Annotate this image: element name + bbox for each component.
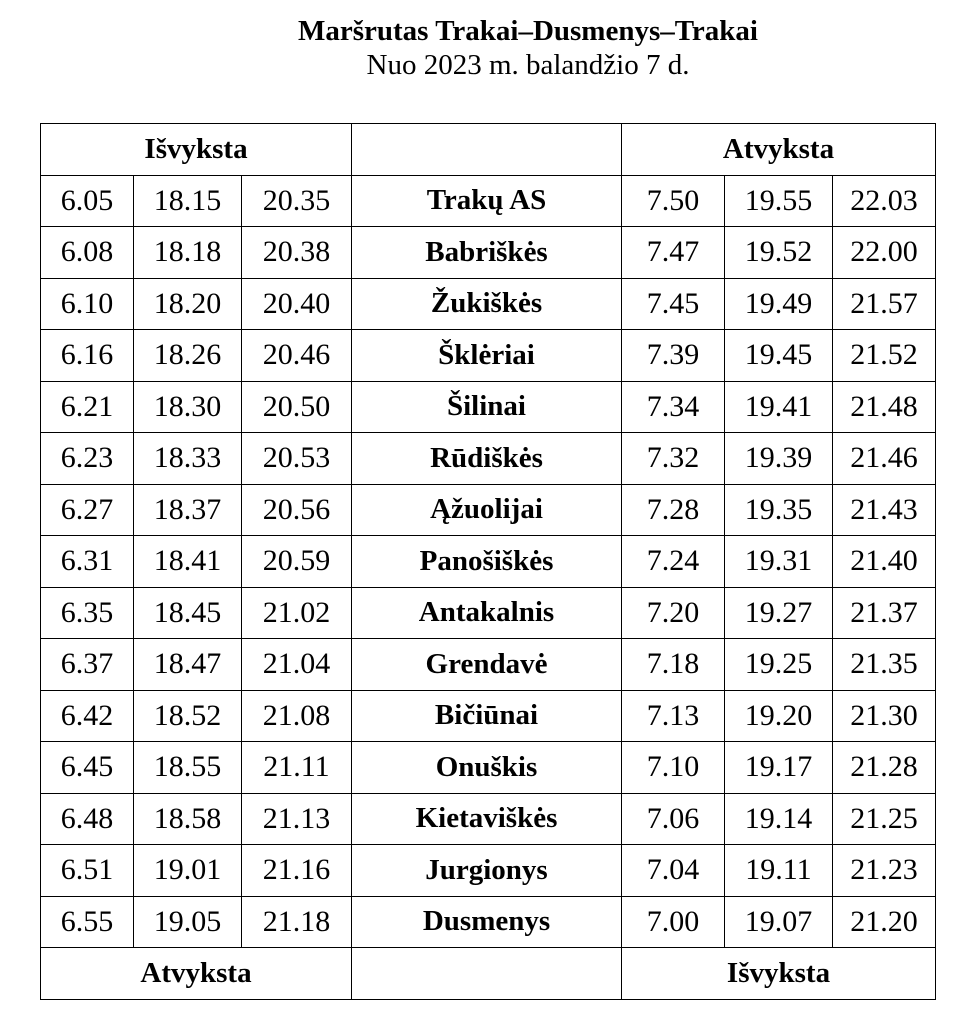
departure-time-cell: 6.51 xyxy=(41,845,134,897)
table-row xyxy=(41,381,936,433)
departure-time-cell: 18.33 xyxy=(134,433,242,485)
departure-time-cell: 6.31 xyxy=(41,536,134,588)
arrival-time-cell: 19.20 xyxy=(725,690,833,742)
departure-time-cell: 18.18 xyxy=(134,227,242,279)
departure-time-cell: 6.42 xyxy=(41,690,134,742)
arrival-time-cell: 7.13 xyxy=(622,690,725,742)
stop-name-cell: Panošiškės xyxy=(352,536,622,588)
valid-from-date: Nuo 2023 m. balandžio 7 d. xyxy=(366,49,690,81)
arrival-time-cell: 7.18 xyxy=(622,639,725,691)
table-row xyxy=(41,896,936,948)
arrival-time-cell: 22.00 xyxy=(833,227,936,279)
stop-name-cell: Bičiūnai xyxy=(352,690,622,742)
departure-time-cell: 6.27 xyxy=(41,484,134,536)
table-row xyxy=(41,175,936,227)
departure-time-cell: 6.05 xyxy=(41,175,134,227)
timetable-body xyxy=(41,175,936,948)
departure-time-cell: 21.02 xyxy=(242,587,352,639)
stop-name-cell: Kietaviškės xyxy=(352,793,622,845)
departure-time-cell: 21.13 xyxy=(242,793,352,845)
arrival-time-cell: 7.39 xyxy=(622,330,725,382)
arrival-time-cell: 21.35 xyxy=(833,639,936,691)
arrival-time-cell: 22.03 xyxy=(833,175,936,227)
arrival-time-cell: 19.45 xyxy=(725,330,833,382)
arrival-time-cell: 21.20 xyxy=(833,896,936,948)
departure-time-cell: 21.11 xyxy=(242,742,352,794)
departure-time-cell: 6.10 xyxy=(41,278,134,330)
arrival-time-cell: 19.27 xyxy=(725,587,833,639)
stop-name-cell: Žukiškės xyxy=(352,278,622,330)
arrival-time-cell: 7.45 xyxy=(622,278,725,330)
stop-name-cell: Šilinai xyxy=(352,381,622,433)
arrival-time-cell: 19.39 xyxy=(725,433,833,485)
arrival-time-cell: 21.57 xyxy=(833,278,936,330)
arrival-time-cell: 21.23 xyxy=(833,845,936,897)
stop-name-cell: Antakalnis xyxy=(352,587,622,639)
arrival-header: Atvyksta xyxy=(622,124,936,176)
arrival-time-cell: 7.06 xyxy=(622,793,725,845)
table-row xyxy=(41,330,936,382)
departure-time-cell: 18.58 xyxy=(134,793,242,845)
arrival-footer: Atvyksta xyxy=(41,948,352,1000)
arrival-time-cell: 7.32 xyxy=(622,433,725,485)
departure-time-cell: 21.04 xyxy=(242,639,352,691)
arrival-time-cell: 21.52 xyxy=(833,330,936,382)
departure-time-cell: 18.20 xyxy=(134,278,242,330)
arrival-time-cell: 7.24 xyxy=(622,536,725,588)
arrival-time-cell: 19.49 xyxy=(725,278,833,330)
arrival-time-cell: 19.31 xyxy=(725,536,833,588)
table-row xyxy=(41,793,936,845)
departure-time-cell: 20.50 xyxy=(242,381,352,433)
departure-time-cell: 20.40 xyxy=(242,278,352,330)
arrival-time-cell: 21.30 xyxy=(833,690,936,742)
table-row xyxy=(41,639,936,691)
departure-time-cell: 20.59 xyxy=(242,536,352,588)
arrival-time-cell: 7.50 xyxy=(622,175,725,227)
departure-time-cell: 19.01 xyxy=(134,845,242,897)
departure-time-cell: 18.41 xyxy=(134,536,242,588)
table-row xyxy=(41,484,936,536)
arrival-time-cell: 7.00 xyxy=(622,896,725,948)
table-row xyxy=(41,587,936,639)
departure-time-cell: 18.47 xyxy=(134,639,242,691)
arrival-time-cell: 21.48 xyxy=(833,381,936,433)
arrival-time-cell: 19.07 xyxy=(725,896,833,948)
stop-name-cell: Ąžuolijai xyxy=(352,484,622,536)
table-row xyxy=(41,742,936,794)
table-row xyxy=(41,690,936,742)
stop-name-cell: Babriškės xyxy=(352,227,622,279)
departure-time-cell: 20.53 xyxy=(242,433,352,485)
departure-time-cell: 18.15 xyxy=(134,175,242,227)
departure-time-cell: 20.35 xyxy=(242,175,352,227)
arrival-time-cell: 19.35 xyxy=(725,484,833,536)
departure-time-cell: 6.37 xyxy=(41,639,134,691)
departure-time-cell: 6.08 xyxy=(41,227,134,279)
arrival-time-cell: 21.28 xyxy=(833,742,936,794)
table-row xyxy=(41,845,936,897)
departure-time-cell: 6.35 xyxy=(41,587,134,639)
arrival-time-cell: 19.14 xyxy=(725,793,833,845)
route-title: Maršrutas Trakai–Dusmenys–Trakai xyxy=(298,15,758,47)
stop-name-cell: Grendavė xyxy=(352,639,622,691)
departure-time-cell: 6.55 xyxy=(41,896,134,948)
timetable xyxy=(40,123,936,1000)
arrival-time-cell: 19.52 xyxy=(725,227,833,279)
departure-footer: Išvyksta xyxy=(622,948,936,1000)
departure-time-cell: 6.48 xyxy=(41,793,134,845)
arrival-time-cell: 7.47 xyxy=(622,227,725,279)
departure-time-cell: 20.38 xyxy=(242,227,352,279)
arrival-time-cell: 19.17 xyxy=(725,742,833,794)
departure-time-cell: 18.55 xyxy=(134,742,242,794)
departure-time-cell: 6.23 xyxy=(41,433,134,485)
document-header xyxy=(0,14,971,82)
timetable-header-row xyxy=(41,124,936,176)
departure-time-cell: 21.18 xyxy=(242,896,352,948)
departure-time-cell: 18.45 xyxy=(134,587,242,639)
departure-time-cell: 18.30 xyxy=(134,381,242,433)
stop-name-cell: Jurgionys xyxy=(352,845,622,897)
stop-header-cell xyxy=(352,124,622,176)
arrival-time-cell: 21.46 xyxy=(833,433,936,485)
departure-time-cell: 21.16 xyxy=(242,845,352,897)
table-row xyxy=(41,278,936,330)
departure-time-cell: 21.08 xyxy=(242,690,352,742)
arrival-time-cell: 19.11 xyxy=(725,845,833,897)
arrival-time-cell: 19.55 xyxy=(725,175,833,227)
timetable-footer-row xyxy=(41,948,936,1000)
arrival-time-cell: 7.04 xyxy=(622,845,725,897)
stop-name-cell: Trakų AS xyxy=(352,175,622,227)
stop-footer-cell xyxy=(352,948,622,1000)
arrival-time-cell: 21.43 xyxy=(833,484,936,536)
table-row xyxy=(41,227,936,279)
departure-time-cell: 19.05 xyxy=(134,896,242,948)
departure-time-cell: 6.21 xyxy=(41,381,134,433)
arrival-time-cell: 19.41 xyxy=(725,381,833,433)
departure-time-cell: 18.37 xyxy=(134,484,242,536)
table-row xyxy=(41,536,936,588)
arrival-time-cell: 21.37 xyxy=(833,587,936,639)
arrival-time-cell: 21.40 xyxy=(833,536,936,588)
departure-time-cell: 18.52 xyxy=(134,690,242,742)
arrival-time-cell: 7.20 xyxy=(622,587,725,639)
arrival-time-cell: 19.25 xyxy=(725,639,833,691)
departure-time-cell: 20.56 xyxy=(242,484,352,536)
arrival-time-cell: 21.25 xyxy=(833,793,936,845)
departure-header: Išvyksta xyxy=(41,124,352,176)
departure-time-cell: 18.26 xyxy=(134,330,242,382)
stop-name-cell: Dusmenys xyxy=(352,896,622,948)
departure-time-cell: 20.46 xyxy=(242,330,352,382)
departure-time-cell: 6.16 xyxy=(41,330,134,382)
arrival-time-cell: 7.34 xyxy=(622,381,725,433)
table-row xyxy=(41,433,936,485)
arrival-time-cell: 7.10 xyxy=(622,742,725,794)
stop-name-cell: Šklėriai xyxy=(352,330,622,382)
stop-name-cell: Rūdiškės xyxy=(352,433,622,485)
stop-name-cell: Onuškis xyxy=(352,742,622,794)
departure-time-cell: 6.45 xyxy=(41,742,134,794)
arrival-time-cell: 7.28 xyxy=(622,484,725,536)
